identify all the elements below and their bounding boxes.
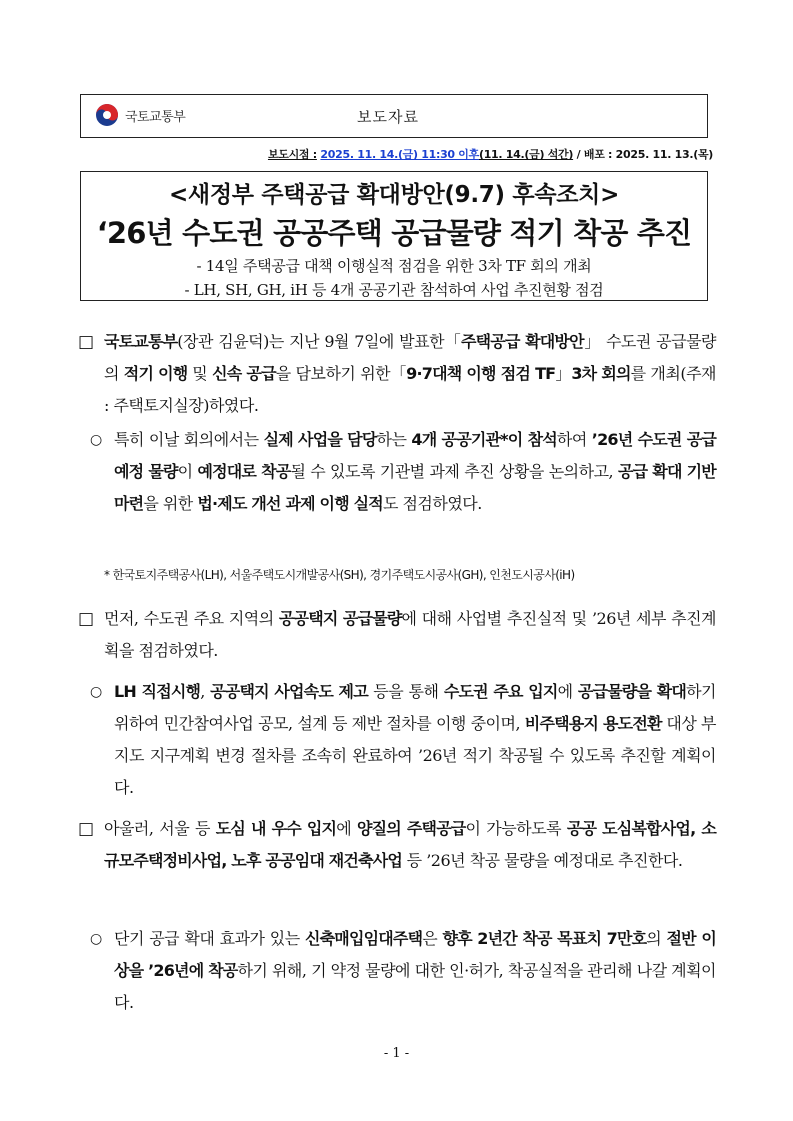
distribution-date: 배포 : 2025. 11. 13.(목): [583, 148, 713, 161]
paragraph: [114, 424, 716, 520]
header-box: [80, 94, 708, 138]
bold-text: 절반 이상을 ’26년에 착공: [114, 929, 716, 980]
taegeuk-logo-icon: [95, 103, 119, 127]
text: 을 위한: [143, 494, 198, 513]
text: 될 수 있도록 기관별 과제 추진 상황을 논의하고,: [290, 462, 618, 481]
release-info: [268, 146, 713, 162]
subtitle-1: - 14일 주택공급 대책 이행실적 점검을 위한 3차 TF 회의 개최: [196, 257, 592, 275]
footnote: * 한국토지주택공사(LH), 서울주택도시개발공사(SH), 경기주택도시공사(GH), 인천도시공사(iH): [104, 568, 575, 582]
bold-text: 도심 내 우수 입지: [215, 819, 337, 838]
text: 도 점검하였다.: [382, 494, 482, 513]
bold-text: 양질의 주택공급: [356, 819, 466, 838]
bold-text: 실제 사업을 담당: [263, 430, 377, 449]
text: 대상 부지도 지구계획 변경 절차를 조속히 완료하여 ’26년 적기 착공될 수 있도록 추진할 계획이다.: [114, 714, 716, 797]
text: 먼저, 수도권 주요 지역의: [104, 609, 279, 628]
bold-text: 신속 공급: [212, 364, 276, 383]
bold-text: 신축매입임대주택: [304, 929, 423, 948]
text: 의: [646, 929, 667, 948]
bold-text: 3차 회의: [571, 364, 631, 383]
text: 등을 통해: [367, 682, 444, 701]
bold-text: 공공 도심복합사업, 소규모주택정비사업, 노후 공공임대 재건축사업: [104, 819, 716, 870]
paragraph: [104, 326, 716, 422]
text: 이: [177, 462, 198, 481]
text: 등 ’26년 착공 물량을 예정대로 추진한다.: [402, 851, 683, 870]
bold-text: 9·7대책 이행 점검 TF: [406, 364, 556, 383]
bold-text: 향후 2년간 착공 목표치 7만호: [442, 929, 647, 948]
text: 에: [557, 682, 578, 701]
bold-text: 주택공급 확대방안: [460, 332, 584, 351]
bold-text: ’26년 수도권 공급 예정 물량: [114, 430, 717, 481]
bold-text: LH 직접시행: [114, 682, 201, 701]
release-time-label: 보도시점 :: [267, 148, 317, 161]
text: 하기 위해, 기 약정 물량에 대한 인·허가, 착공실적을 관리해 나갈 계획이다.: [114, 961, 716, 1012]
ministry-logo: [95, 103, 185, 127]
text: ,: [200, 682, 211, 701]
text: 단기 공급 확대 효과가 있는: [114, 929, 305, 948]
text: 에 대해 사업별 추진실적 및 ’26년 세부 추진계획을 점검하였다.: [104, 609, 716, 660]
square-bullet-icon: □: [78, 819, 95, 839]
bold-text: 4개 공공기관*이 참석: [411, 430, 557, 449]
text: 이 가능하도록: [465, 819, 567, 838]
text: 하기 위하여 민간참여사업 공모, 설계 등 제반 절차를 이행 중이며,: [114, 682, 716, 733]
subtitle-2: - LH, SH, GH, iH 등 4개 공공기관 참석하여 사업 추진현황 점검: [184, 281, 604, 299]
bold-text: 공공택지 사업속도 제고: [210, 682, 368, 701]
text: 은: [422, 929, 443, 948]
square-bullet-icon: □: [78, 609, 95, 629]
paragraph: [104, 813, 716, 877]
text: 하여: [556, 430, 592, 449]
paragraph: [114, 923, 716, 1019]
square-bullet-icon: □: [78, 332, 95, 352]
text: 를 개최(주재 : 주택토지실장)하였다.: [104, 364, 716, 415]
paragraph: [114, 676, 716, 804]
title-line-2: ‘26년 수도권 공공주택 공급물량 적기 착공 추진: [96, 216, 692, 250]
bold-text: 공공택지 공급물량: [278, 609, 402, 628]
press-release-label: 보도자료: [357, 108, 419, 126]
bold-text: 법·제도 개선 과제 이행 실적: [197, 494, 383, 513]
text: 」: [555, 364, 572, 383]
circle-bullet-icon: ○: [90, 432, 103, 448]
bold-text: 비주택용지 용도전환: [524, 714, 662, 733]
text: (장관 김윤덕)는 지난 9월 7일에 발표한「: [177, 332, 461, 351]
circle-bullet-icon: ○: [90, 684, 103, 700]
release-time-value: 2025. 11. 14.(금) 11:30 이후: [320, 148, 479, 161]
title-box: [80, 171, 708, 301]
text: 을 담보하기 위한「: [275, 364, 407, 383]
ministry-name: 국토교통부: [125, 109, 186, 125]
release-time-paren: (11. 14.(금) 석간): [478, 148, 574, 161]
text: 특히 이날 회의에서는: [114, 430, 264, 449]
bold-text: 예정대로 착공: [197, 462, 291, 481]
bold-text: 적기 이행: [123, 364, 188, 383]
text: 아울러, 서울 등: [104, 819, 216, 838]
text: 에: [336, 819, 357, 838]
bold-text: 국토교통부: [104, 332, 178, 351]
paragraph: [104, 603, 716, 667]
text: 」 수도권 공급물량의: [104, 332, 716, 383]
page-number: - 1 -: [383, 1046, 410, 1061]
circle-bullet-icon: ○: [90, 931, 103, 947]
bold-text: 공급물량을 확대: [577, 682, 687, 701]
bold-text: 수도권 주요 입지: [443, 682, 558, 701]
text: 하는: [376, 430, 412, 449]
text: 및: [187, 364, 213, 383]
release-separator: /: [573, 148, 584, 161]
title-line-1: <새정부 주택공급 확대방안(9.7) 후속조치>: [168, 182, 620, 208]
bold-text: 공급 확대 기반 마련: [114, 462, 716, 513]
